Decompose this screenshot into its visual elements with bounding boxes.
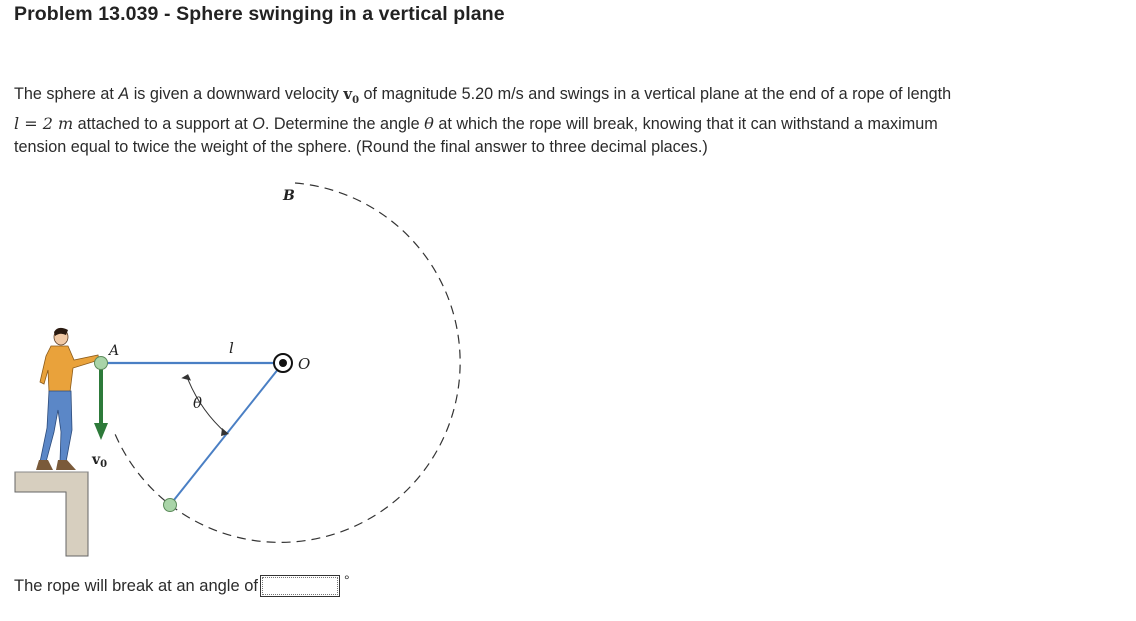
label-l: l — [229, 339, 234, 357]
label-b: B — [283, 188, 295, 204]
label-theta: θ — [193, 394, 203, 412]
statement-line-1: The sphere at A is given a downward velocity $v_0$ of magnitude 5.20 m/s and swings in a vertical plane at the end of a rope of length — [14, 85, 952, 106]
velocity-symbol: $v_0$ — [343, 85, 360, 106]
length-equation: l = 2 m — [14, 114, 74, 133]
statement-line-2: l = 2 m attached to a support at O. Determine the angle θ at which the rope will break, knowing that it can withstand a maximum — [14, 114, 938, 133]
support-o — [274, 354, 292, 372]
velocity-arrow — [94, 367, 108, 440]
answer-prompt: The rope will break at an angle of — [14, 576, 258, 595]
sphere-at-break — [164, 499, 177, 512]
ledge — [15, 472, 88, 556]
answer-unit: ° — [343, 572, 350, 588]
label-o: O — [298, 355, 311, 373]
statement-line-3: tension equal to twice the weight of the sphere. (Round the final answer to three decimal places.) — [14, 138, 708, 156]
answer-row — [14, 572, 350, 597]
pendulum-figure — [0, 170, 520, 570]
problem-title: Problem 13.039 - Sphere swinging in a vertical plane — [14, 3, 505, 25]
label-a: A — [109, 343, 120, 359]
label-v0: $v_0$ — [92, 452, 108, 470]
person-figure — [36, 328, 99, 470]
problem-statement — [14, 83, 1130, 159]
answer-input[interactable] — [260, 575, 340, 597]
sphere-at-a — [95, 357, 108, 370]
